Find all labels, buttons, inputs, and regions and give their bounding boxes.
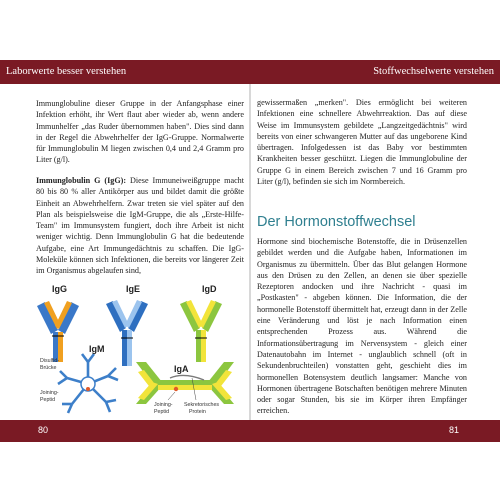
page-number-right: 81 <box>449 425 460 435</box>
iga-label: IgA <box>174 364 189 374</box>
igd-molecule <box>180 300 222 362</box>
igg-molecule <box>37 301 79 362</box>
ige-label: IgE <box>126 284 141 294</box>
igd-label: IgD <box>202 284 217 294</box>
joining-label-2: Peptid <box>40 397 56 403</box>
immunoglobulin-figure <box>34 276 246 416</box>
igg-term: Immunglobulin G (IgG): <box>36 176 127 185</box>
disulfid-label-1: Disulfid- <box>40 358 60 364</box>
section-heading: Der Hormonstoffwechsel <box>257 214 416 230</box>
footer-band <box>0 420 500 442</box>
disulfid-label-2: Brücke <box>40 365 57 371</box>
igg-description: Diese Immuneiweißgruppe macht 80 bis 80 % aller Antikörper aus und bildet damit die größte Einheit an Abwehrhelfern. Zwar treten sie viel später auf den Plan als beispielsweise die IgM-Gruppe, die als „Erste-Hilfe-Team" im Immunsystem fungiert, doch ihre Arbeit ist nicht weniger wichtig. Denn Immunglobulin G hat die bedeutende Aufgabe, eine Art Immungedächtnis zu schaffen. Die IgG-Moleküle können sich Infektionen, die bereits vor längerer Zeit im Organismus abgelaufen sind, <box>36 176 245 276</box>
joining-label-1: Joining- <box>40 390 59 396</box>
running-header-left: Laborwerte besser verstehen <box>6 66 127 77</box>
secretory-label-1: Sekretorisches <box>184 402 220 408</box>
igm-joining-peptide <box>86 387 90 391</box>
igg-label: IgG <box>52 284 67 294</box>
iga-joining-label-2: Peptid <box>154 409 170 415</box>
secretory-label-2: Protein <box>189 409 206 415</box>
ige-molecule <box>106 300 148 366</box>
page-gutter <box>249 84 251 420</box>
igm-label: IgM <box>89 344 105 354</box>
left-paragraph-2 <box>36 175 244 277</box>
left-paragraph-1: Immunglobuline dieser Gruppe in der Anfangsphase einer Infektion erhöht, ihr Wert flaut aber wieder ab, wenn andere Immunhelfer „das Ruder übernommen haben". Dies sind dann in der Regel die Abwehrhelfer der IgG-Gruppe. Normalwerte für Immunglobulin M liegen zwischen 0,4 und 2,4 Gramm pro Liter (g/l). <box>36 99 244 165</box>
iga-joining-label-1: Joining- <box>154 402 173 408</box>
right-paragraph-1: gewissermaßen „merken". Dies ermöglicht bei weiteren Infektionen eine schnellere Abwehrreaktion. Das auf diese Weise im Immunsystem gebildete „Langzeitgedächtnis" wird bereits von einer schwangeren Mutter auf das ungeborene Kind übertragen. Infolgedessen ist das Baby vor bestimmten Krankheiten besser geschützt. Liegen die Immunglobuline der Gruppe G in einem Bereich zwischen 7 und 16 Gramm pro Liter (g/l), befinden sie sich im Normbereich. <box>257 98 467 187</box>
right-paragraph-2: Hormone sind biochemische Botenstoffe, die in Drüsenzellen gebildet werden und die Aufgabe haben, Informationen im Organismus zu übermitteln. Über das Blut gelangen Hormone aus den Drüsen zu den Zellen, an denen sie über spezielle Rezeptoren andocken und ihre Nachricht - quasi im „Postkasten" - abgeben können. Die Information, die der hormonelle Botenstoff übermittelt hat, erzeugt dann in der Zelle eine Veränderung und löst je nach Information einen entsprechenden Prozess aus. Während die Informationsübertragung im Nervensystem - gleich einer Datenautobahn im Internet - unglaublich schnell (oft in Sekundenbruchteilen) vonstatten geht, geschieht dies im hormonellen Botensystem deutlich langsamer: Manche von Hormonen übertragene Botschaften benötigen mehrere Minuten oder sogar Stunden, bis sie im Körper ihren Empfänger erreichen. <box>257 237 467 416</box>
page-number-left: 80 <box>38 425 49 435</box>
running-header-right: Stoffwechselwerte verstehen <box>373 66 494 77</box>
